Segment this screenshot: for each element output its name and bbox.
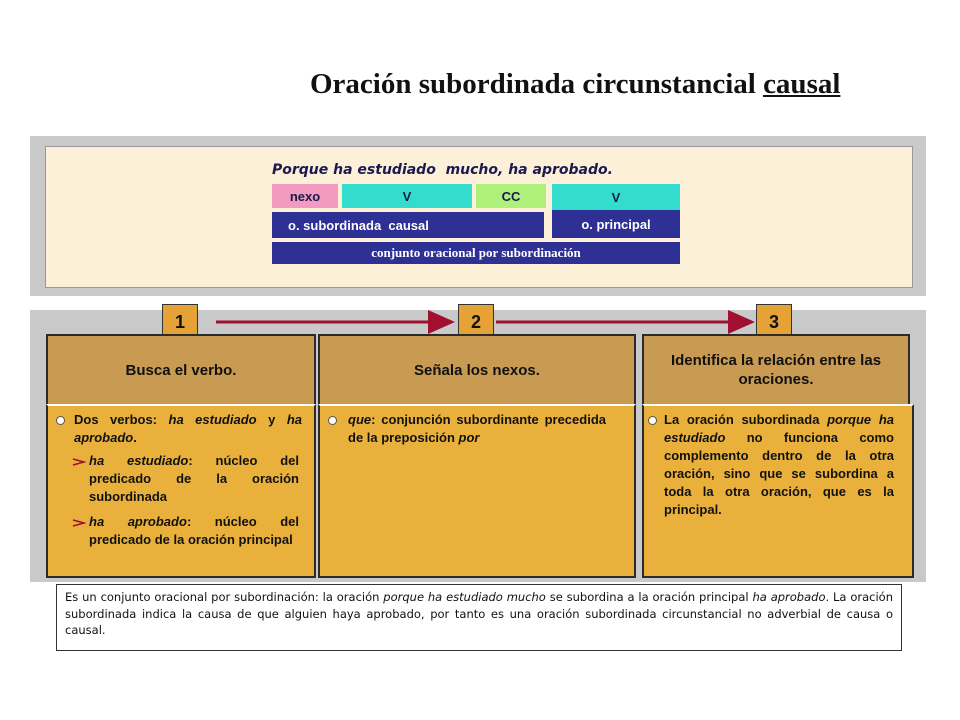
tag-verb-1: V	[342, 184, 472, 208]
step-number-1: 1	[162, 304, 198, 340]
col3-italic: porque ha estudiado	[664, 412, 894, 445]
col1-intro	[74, 411, 302, 447]
sub-label-text: o. subordinada	[288, 217, 382, 233]
col3-start: La oración subordinada	[664, 412, 828, 427]
step-number-2: 2	[458, 304, 494, 340]
main-clause-label: o. principal	[552, 210, 680, 238]
col1-intro-mid: y	[256, 412, 287, 427]
tag-nexo: nexo	[272, 184, 338, 208]
footer-part-1: Es un conjunto oracional por subordinación: la oración	[65, 590, 384, 604]
col1-intro-verb2: ha aprobado	[74, 412, 302, 445]
bullet-icon	[328, 416, 337, 425]
sentence-part-b: mucho, ha aprobado.	[445, 162, 613, 178]
col2-text	[348, 411, 606, 447]
bullet-icon	[56, 416, 65, 425]
col1-sub1-text: : núcleo del predicado de la oración subordinada	[89, 453, 299, 504]
whole-sentence-label: conjunto oracional por subordinación	[272, 242, 680, 264]
arrow-bullet-icon	[72, 457, 86, 467]
col1-sub2-text: : núcleo del predicado de la oración principal	[89, 514, 300, 547]
tag-verb-2: V	[552, 184, 680, 210]
title-main-text: Oración subordinada circunstancial	[310, 68, 764, 100]
col2-end-italic: por	[458, 429, 480, 445]
footer-part-2: se subordina a la oración principal	[545, 590, 753, 604]
col1-sub-item-1	[89, 452, 299, 506]
step-2-heading: Señala los nexos.	[318, 334, 636, 406]
col1-sub1-verb: ha estudiado	[89, 453, 189, 468]
sub-type-text: causal	[388, 217, 429, 233]
col1-sub2-verb: ha aprobado	[89, 514, 187, 529]
col1-intro-verb1: ha estudiado	[168, 412, 257, 427]
col1-intro-text: Dos verbos:	[74, 412, 169, 427]
col1-intro-end: .	[133, 429, 137, 445]
col2-body: : conjunción subordinante precedida de la preposición	[348, 412, 606, 445]
col3-rest: no funciona como complemento dentro de la otra oración, sino que se subordina a toda la otra oración, que es la principal.	[664, 429, 894, 517]
title-underlined-word: causal	[763, 68, 841, 100]
step-3-heading: Identifica la relación entre las oraciones.	[642, 334, 910, 404]
explanation-box	[56, 584, 902, 651]
tag-cc: CC	[476, 184, 546, 208]
col3-text	[664, 411, 894, 519]
footer-italic-1: porque ha estudiado mucho	[383, 590, 546, 604]
arrow-bullet-icon	[72, 518, 86, 528]
step-1-heading: Busca el verbo.	[46, 334, 316, 406]
footer-part-3: . La oración subordinada indica la causa de que alguien haya aprobado, por tanto es una oración subordinada circunstancial no adverbial de causa o causal.	[65, 590, 893, 638]
col2-italic: que	[348, 412, 372, 427]
sentence-part-a: Porque ha estudiado	[272, 162, 436, 178]
footer-italic-2: ha aprobado	[752, 590, 826, 604]
col1-sub-item-2	[89, 513, 299, 549]
bullet-icon	[648, 416, 657, 425]
step-number-3: 3	[756, 304, 792, 340]
